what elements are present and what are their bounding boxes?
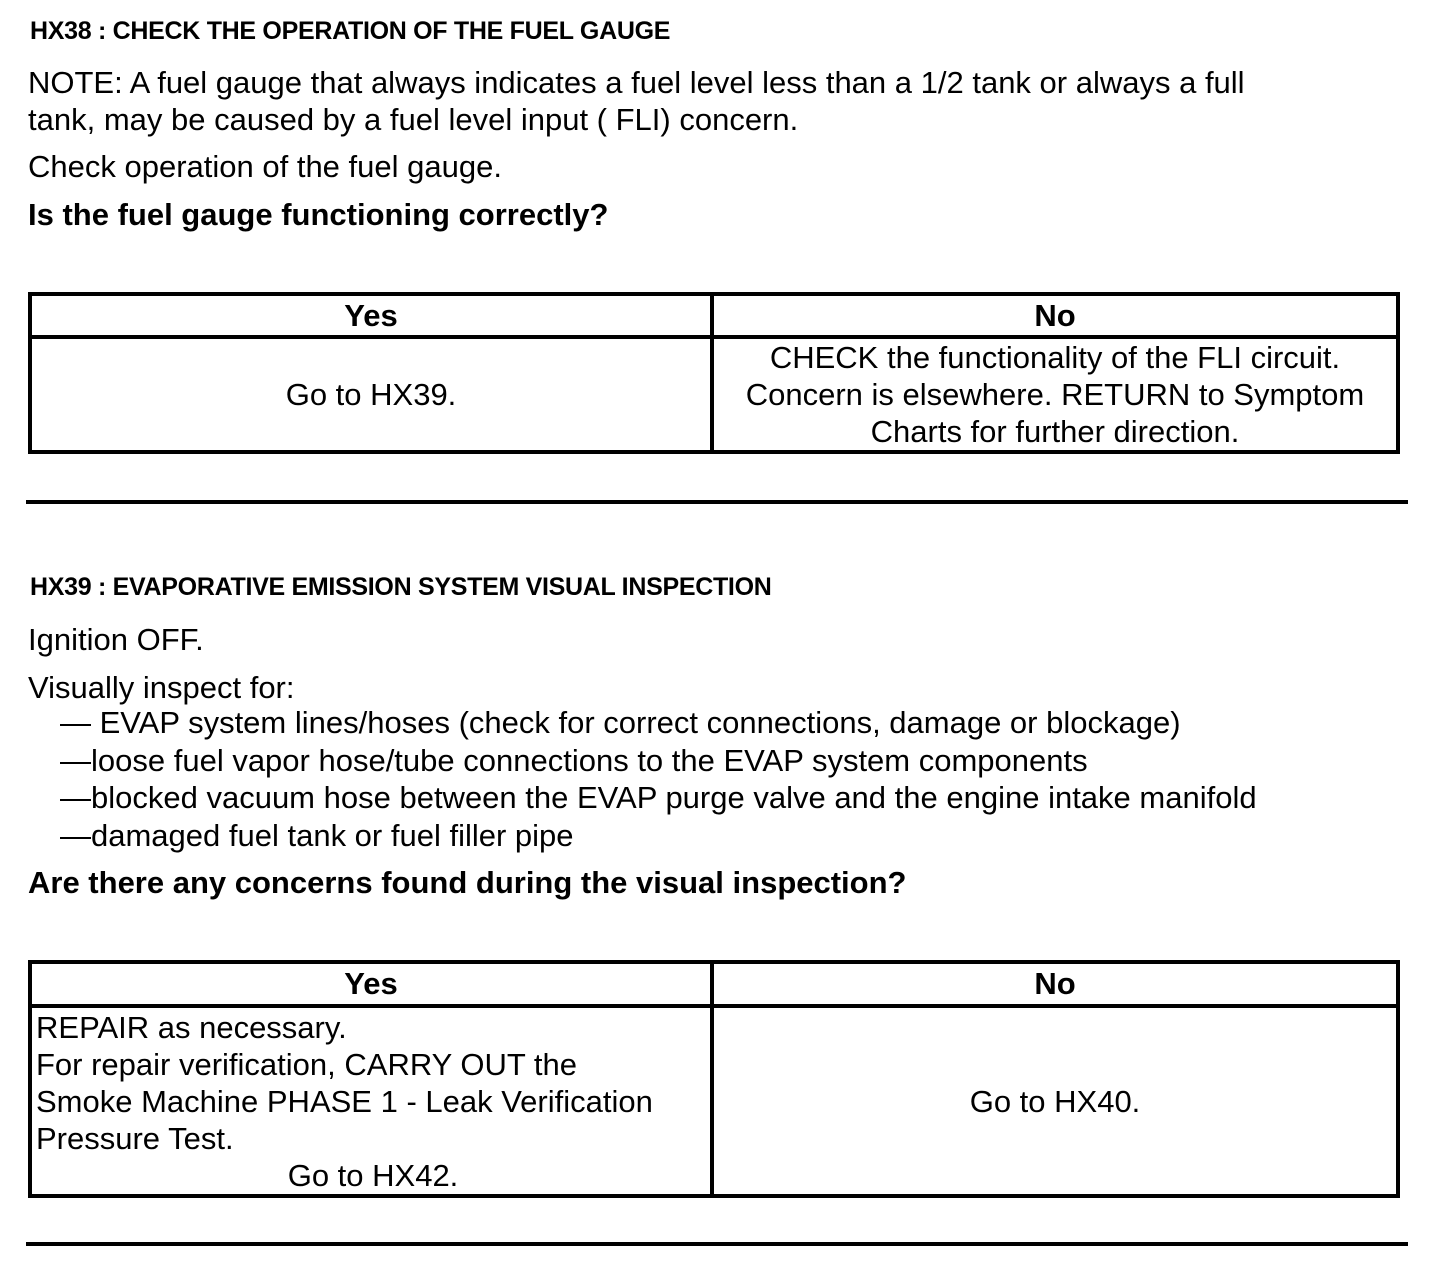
yes-header: Yes	[30, 294, 712, 337]
section-heading-hx38: HX38 : CHECK THE OPERATION OF THE FUEL GAUGE	[30, 17, 671, 45]
list-item: — EVAP system lines/hoses (check for correct connections, damage or blockage)	[60, 705, 1181, 740]
yes-line-4: Pressure Test.	[36, 1120, 234, 1156]
no-line-1: CHECK the functionality of the FLI circuit.	[769, 340, 1341, 375]
section-heading-hx39: HX39 : EVAPORATIVE EMISSION SYSTEM VISUAL INSPECTION	[30, 573, 772, 601]
yes-cell	[30, 337, 712, 452]
yes-header: Yes	[30, 962, 712, 1006]
list-item: —loose fuel vapor hose/tube connections to the EVAP system components	[60, 742, 1088, 778]
list-item: —blocked vacuum hose between the EVAP purge valve and the engine intake manifold	[60, 780, 1257, 815]
instruction-text: Check operation of the fuel gauge.	[28, 149, 502, 184]
section-divider	[26, 1242, 1408, 1246]
answer-table-hx39	[28, 960, 1400, 1198]
inspection-list	[60, 704, 1257, 854]
no-action: Go to HX40.	[969, 1083, 1141, 1119]
no-cell	[712, 1006, 1398, 1196]
yes-line-5: Go to HX42.	[287, 1157, 459, 1193]
note-paragraph	[28, 64, 1245, 138]
ignition-text: Ignition OFF.	[28, 622, 204, 657]
question-hx38: Is the fuel gauge functioning correctly?	[28, 197, 609, 232]
list-item: —damaged fuel tank or fuel filler pipe	[60, 817, 574, 853]
yes-line-2: For repair verification, CARRY OUT the	[36, 1046, 577, 1082]
note-line-1: NOTE: A fuel gauge that always indicates a fuel level less than a 1/2 tank or always a full	[28, 65, 1245, 100]
yes-line-1: REPAIR as necessary.	[36, 1009, 347, 1045]
no-line-2: Concern is elsewhere. RETURN to Symptom	[745, 377, 1365, 412]
no-line-3: Charts for further direction.	[870, 414, 1240, 449]
inspect-intro: Visually inspect for:	[28, 670, 295, 705]
section-divider	[26, 500, 1408, 504]
yes-action: Go to HX39.	[285, 377, 457, 412]
note-line-2: tank, may be caused by a fuel level input ( FLI) concern.	[28, 102, 799, 137]
question-hx39: Are there any concerns found during the visual inspection?	[28, 865, 907, 900]
no-cell	[712, 337, 1398, 452]
no-header: No	[712, 962, 1398, 1006]
no-header: No	[712, 294, 1398, 337]
answer-table-hx38	[28, 292, 1400, 454]
yes-cell	[30, 1006, 712, 1196]
yes-line-3: Smoke Machine PHASE 1 - Leak Verification	[36, 1083, 653, 1119]
